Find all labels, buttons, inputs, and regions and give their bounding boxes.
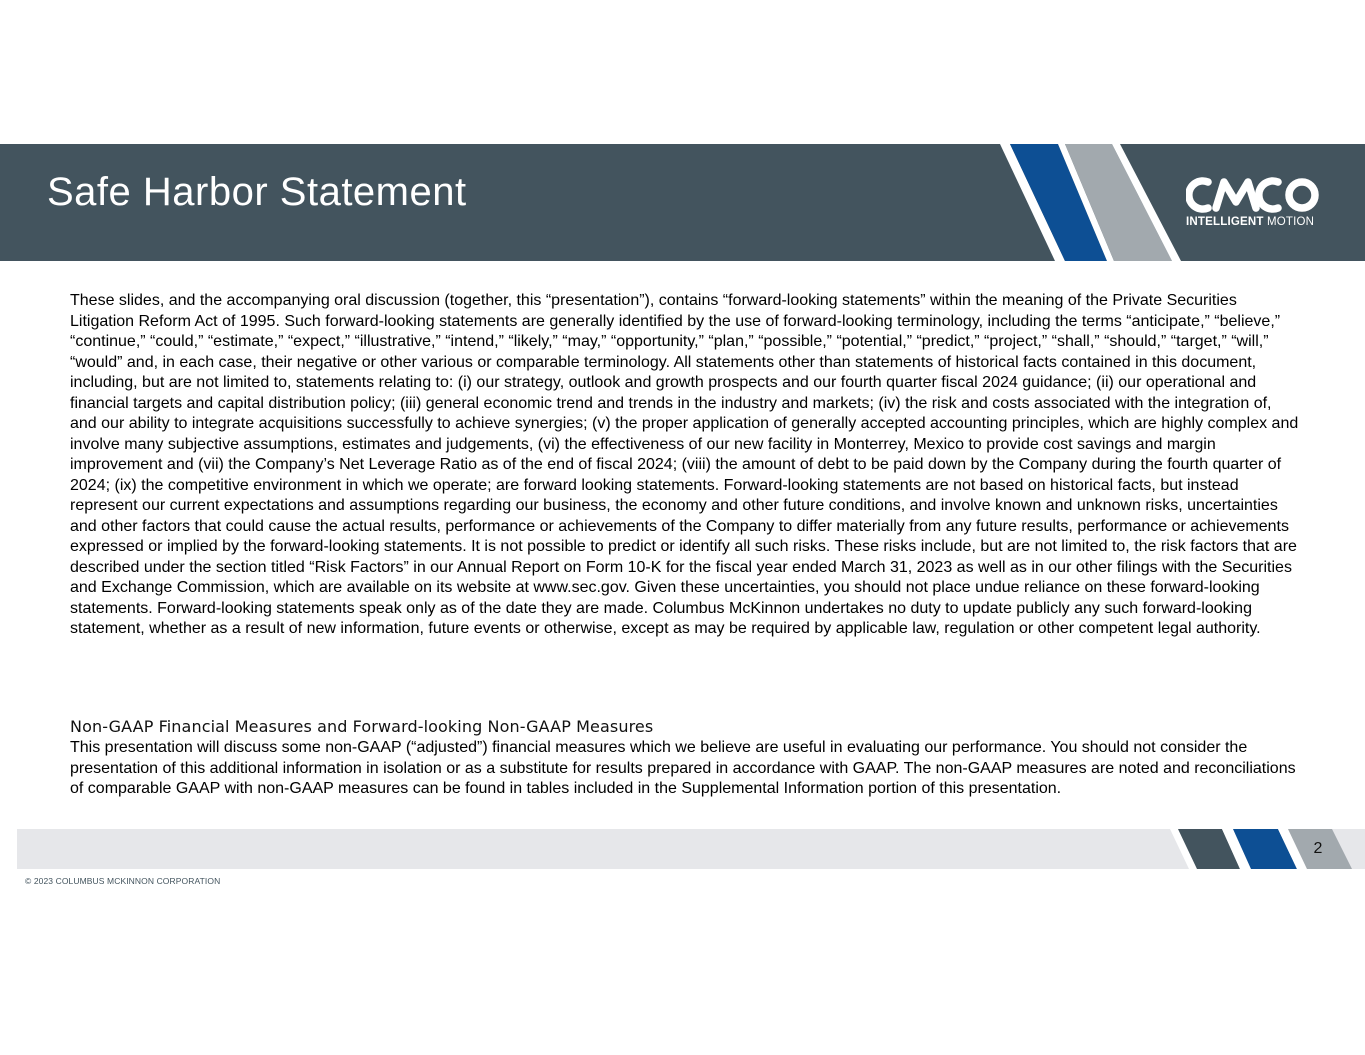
logo-tagline-regular: MOTION	[1263, 216, 1315, 228]
slide-title: Safe Harbor Statement	[47, 170, 467, 214]
safe-harbor-paragraph: These slides, and the accompanying oral discussion (together, this “presentation”), contains “forward-looking statements” within the meaning of the Private Securities Litigation Reform Act of 1995. Such forward-looking statements are generally identified by the use of forward-looking terminology, including the terms “anticipate,” “believe,” “continue,” “could,” “estimate,” “expect,” “illustrative,” “intend,” “likely,” “may,” “opportunity,” “plan,” “possible,” “potential,” “predict,” “project,” “shall,” “should,” “target,” “will,” “would” and, in each case, their negative or other various or comparable terminology. All statements other than statements of historical facts contained in this document, including, but are not limited to, statements relating to: (i) our strategy, outlook and growth prospects and our fourth quarter fiscal 2024 guidance; (ii) our operational and financial targets and capital distribution policy; (iii) general economic trend and trends in the industry and markets; (iv) the risk and costs associated with the integration of, and our ability to integrate acquisitions successfully to achieve synergies; (v) the proper application of generally accepted accounting principles, which are highly complex and involve many subjective assumptions, estimates and judgements, (vi) the effectiveness of our new facility in Monterrey, Mexico to provide cost savings and margin improvement and (vii) the Company’s Net Leverage Ratio as of the end of fiscal 2024; (viii) the amount of debt to be paid down by the Company during the fourth quarter of 2024; (ix) the competitive environment in which we operate; are forward looking statements. Forward-looking statements are not based on historical facts, but instead represent our current expectations and assumptions regarding our business, the economy and other future conditions, and involve known and unknown risks, uncertainties and other factors that could cause the actual results, performance or achievements of the Company to differ materially from any future results, performance or achievements expressed or implied by the forward-looking statements. It is not possible to predict or identify all such risks. These risks include, but are not limited to, the risk factors that are described under the section titled “Risk Factors” in our Annual Report on Form 10-K for the fiscal year ended March 31, 2023 as well as in our other filings with the Securities and Exchange Commission, which are available on its website at www.sec.gov. Given these uncertainties, you should not place undue reliance on these forward-looking statements. Forward-looking statements speak only as of the date they are made. Columbus McKinnon undertakes no duty to update publicly any such forward-looking statement, whether as a result of new information, future events or otherwise, except as may be required by applicable law, regulation or other competent legal authority.	[70, 292, 1299, 637]
footer-band	[17, 829, 1365, 869]
non-gaap-heading: Non-GAAP Financial Measures and Forward-looking Non-GAAP Measures	[70, 717, 654, 736]
logo-letter-m	[1216, 182, 1256, 208]
footer-stripes	[1170, 829, 1365, 869]
non-gaap-paragraph: This presentation will discuss some non-GAAP (“adjusted”) financial measures which we believe are useful in evaluating our performance. You should not consider the presentation of this additional information in isolation or as a substitute for results prepared in accordance with GAAP. The non-GAAP measures are noted and reconciliations of comparable GAAP with non-GAAP measures can be found in tables included in the Supplemental Information portion of this presentation.	[70, 739, 1296, 797]
logo-letter-c2	[1259, 181, 1278, 209]
logo-letter-c1	[1189, 181, 1208, 209]
logo-letter-o	[1289, 182, 1315, 208]
page-number: 2	[1313, 840, 1323, 857]
logo-tagline-bold: INTELLIGENT	[1186, 216, 1264, 228]
copyright-notice: © 2023 COLUMBUS MCKINNON CORPORATION	[25, 876, 221, 886]
logo-tagline	[1186, 216, 1314, 228]
